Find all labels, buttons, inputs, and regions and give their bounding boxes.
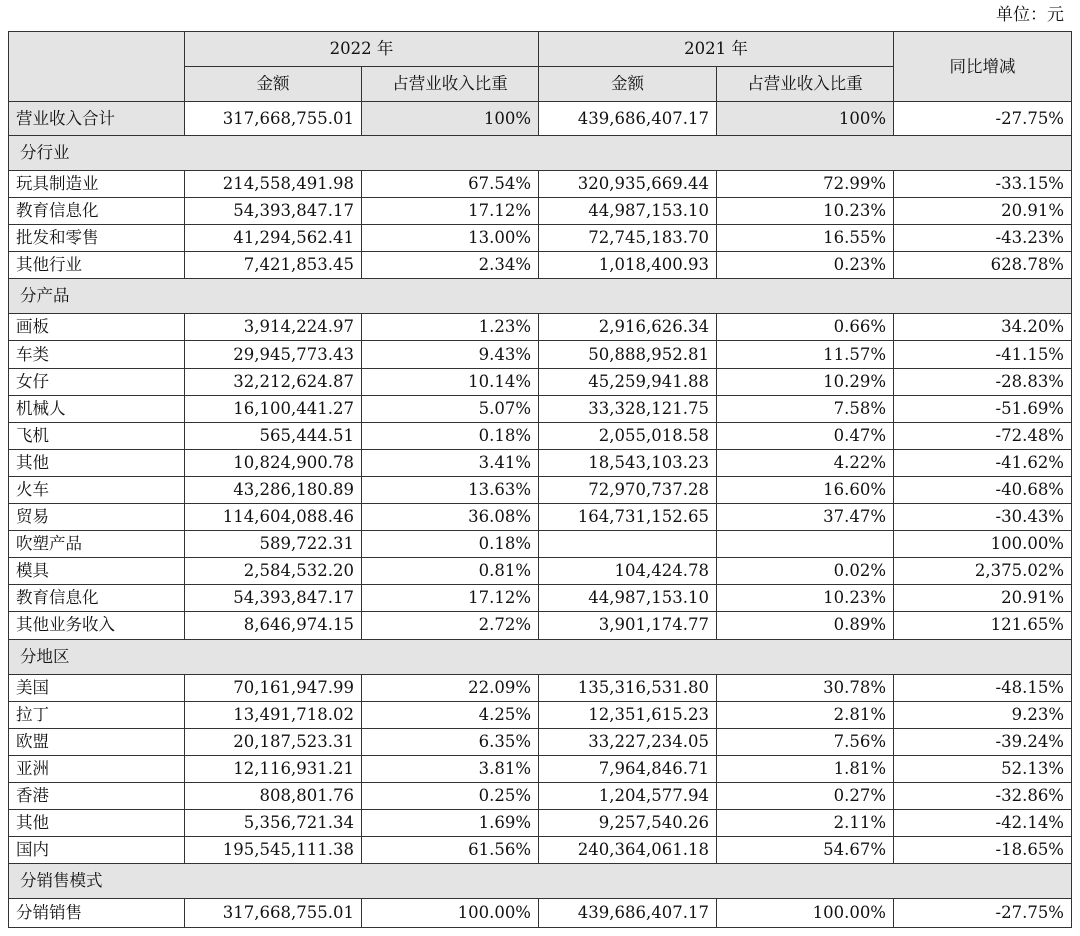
amount-2022-cell: 13,491,718.02 [185,701,362,728]
share-2022-cell: 0.18% [362,422,539,449]
amount-2022-cell: 2,584,532.20 [185,558,362,585]
share-2022-cell: 100.00% [362,899,539,928]
amount-2021-cell: 44,987,153.10 [539,585,717,612]
table-row [9,899,1072,928]
row-label: 飞机 [9,422,185,449]
share-2022-cell: 17.12% [362,585,539,612]
section-title: 分地区 [9,639,1072,674]
row-label: 火车 [9,476,185,503]
amount-2022-cell: 29,945,773.43 [185,341,362,368]
yoy-cell: -39.24% [894,728,1072,755]
share-2021-cell: 16.60% [717,476,894,503]
table-row [9,755,1072,782]
yoy-cell: -51.69% [894,395,1072,422]
row-label: 吹塑产品 [9,531,185,558]
amount-2022-cell: 5,356,721.34 [185,809,362,836]
amount-2022-cell: 114,604,088.46 [185,504,362,531]
share-2021-cell: 0.27% [717,782,894,809]
share-2021-cell: 10.23% [717,198,894,225]
table-row [9,701,1072,728]
amount-2022-cell: 20,187,523.31 [185,728,362,755]
yoy-cell: -48.15% [894,674,1072,701]
amount-2021-cell: 1,204,577.94 [539,782,717,809]
amount-2022-cell: 54,393,847.17 [185,198,362,225]
amount-2021-cell: 72,745,183.70 [539,225,717,252]
amount-2021-cell: 72,970,737.28 [539,476,717,503]
row-label: 欧盟 [9,728,185,755]
total-row [9,102,1072,136]
amount-2021-cell: 33,328,121.75 [539,395,717,422]
share-2022-cell: 9.43% [362,341,539,368]
table-row [9,674,1072,701]
share-2021-cell: 7.56% [717,728,894,755]
share-2022-cell: 10.14% [362,368,539,395]
row-label: 分销销售 [9,899,185,928]
share-2022-cell: 6.35% [362,728,539,755]
section-header-row [9,864,1072,899]
share-2022-cell: 0.25% [362,782,539,809]
amount-2022-cell: 12,116,931.21 [185,755,362,782]
row-label: 批发和零售 [9,225,185,252]
share-2021-cell: 72.99% [717,171,894,198]
row-label: 车类 [9,341,185,368]
share-2022-cell: 36.08% [362,504,539,531]
section-header-row [9,136,1072,171]
row-label: 画板 [9,314,185,341]
yoy-cell: 628.78% [894,252,1072,279]
amount-2022-cell: 317,668,755.01 [185,899,362,928]
amount-2022-cell: 317,668,755.01 [185,102,362,136]
share-2021-cell: 37.47% [717,504,894,531]
yoy-cell: 2,375.02% [894,558,1072,585]
amount-2021-cell: 135,316,531.80 [539,674,717,701]
amount-2022-cell: 3,914,224.97 [185,314,362,341]
share-2021-cell: 2.81% [717,701,894,728]
amount-2022-cell: 41,294,562.41 [185,225,362,252]
amount-2021-cell: 320,935,669.44 [539,171,717,198]
share-2022-cell: 2.34% [362,252,539,279]
amount-2022-cell: 16,100,441.27 [185,395,362,422]
yoy-cell: -40.68% [894,476,1072,503]
yoy-cell: 121.65% [894,612,1072,639]
share-2022-cell: 4.25% [362,701,539,728]
row-label: 机械人 [9,395,185,422]
section-title: 分行业 [9,136,1072,171]
yoy-cell: 52.13% [894,755,1072,782]
header-corner [9,32,185,102]
amount-2021-cell: 164,731,152.65 [539,504,717,531]
table-row [9,809,1072,836]
header-yoy: 同比增减 [894,32,1072,102]
section-title: 分产品 [9,279,1072,314]
share-2022-cell: 22.09% [362,674,539,701]
yoy-cell: 20.91% [894,585,1072,612]
share-2021-cell: 4.22% [717,449,894,476]
yoy-cell: 20.91% [894,198,1072,225]
row-label: 其他行业 [9,252,185,279]
row-label: 拉丁 [9,701,185,728]
table-row [9,612,1072,639]
row-label: 香港 [9,782,185,809]
table-row [9,422,1072,449]
section-title: 分销售模式 [9,864,1072,899]
table-row [9,341,1072,368]
table-row [9,314,1072,341]
row-label: 教育信息化 [9,198,185,225]
amount-2021-cell: 3,901,174.77 [539,612,717,639]
revenue-table [8,31,1072,928]
row-label: 美国 [9,674,185,701]
yoy-cell: -72.48% [894,422,1072,449]
section-header-row [9,639,1072,674]
amount-2022-cell: 808,801.76 [185,782,362,809]
share-2021-cell: 16.55% [717,225,894,252]
share-2021-cell [717,531,894,558]
share-2021-cell: 11.57% [717,341,894,368]
share-2022-cell: 1.69% [362,809,539,836]
row-label: 教育信息化 [9,585,185,612]
amount-2021-cell: 45,259,941.88 [539,368,717,395]
amount-2022-cell: 195,545,111.38 [185,837,362,864]
share-2021-cell: 100.00% [717,899,894,928]
share-2021-cell: 0.23% [717,252,894,279]
amount-2021-cell: 104,424.78 [539,558,717,585]
amount-2022-cell: 589,722.31 [185,531,362,558]
amount-2022-cell: 565,444.51 [185,422,362,449]
table-row [9,252,1072,279]
share-2021-cell: 10.23% [717,585,894,612]
share-2022-cell: 5.07% [362,395,539,422]
amount-2022-cell: 10,824,900.78 [185,449,362,476]
amount-2021-cell: 33,227,234.05 [539,728,717,755]
share-2022-cell: 100% [362,102,539,136]
amount-2022-cell: 54,393,847.17 [185,585,362,612]
yoy-cell: -43.23% [894,225,1072,252]
unit-label: 单位：元 [996,5,1064,25]
table-row [9,449,1072,476]
share-2022-cell: 0.18% [362,531,539,558]
amount-2022-cell: 214,558,491.98 [185,171,362,198]
share-2021-cell: 100% [717,102,894,136]
yoy-cell: -41.62% [894,449,1072,476]
table-row [9,504,1072,531]
share-2022-cell: 3.81% [362,755,539,782]
table-row [9,476,1072,503]
amount-2021-cell: 2,916,626.34 [539,314,717,341]
share-2021-cell: 2.11% [717,809,894,836]
row-label: 模具 [9,558,185,585]
share-2021-cell: 0.89% [717,612,894,639]
amount-2021-cell: 7,964,846.71 [539,755,717,782]
row-label: 其他 [9,449,185,476]
table-row [9,728,1072,755]
header-share-2022: 占营业收入比重 [362,67,539,102]
header-share-2021: 占营业收入比重 [717,67,894,102]
share-2021-cell: 30.78% [717,674,894,701]
amount-2021-cell: 44,987,153.10 [539,198,717,225]
table-row [9,171,1072,198]
row-label: 玩具制造业 [9,171,185,198]
share-2021-cell: 0.66% [717,314,894,341]
share-2021-cell: 7.58% [717,395,894,422]
share-2022-cell: 13.63% [362,476,539,503]
share-2022-cell: 61.56% [362,837,539,864]
row-label: 其他 [9,809,185,836]
amount-2021-cell: 2,055,018.58 [539,422,717,449]
section-header-row [9,279,1072,314]
header-row-years [9,32,1072,67]
table-row [9,558,1072,585]
share-2021-cell: 0.02% [717,558,894,585]
yoy-cell: -28.83% [894,368,1072,395]
yoy-cell: -41.15% [894,341,1072,368]
yoy-cell: -30.43% [894,504,1072,531]
header-year-2022: 2022 年 [185,32,539,67]
table-row [9,531,1072,558]
header-amount-2021: 金额 [539,67,717,102]
yoy-cell: -27.75% [894,899,1072,928]
share-2022-cell: 0.81% [362,558,539,585]
share-2021-cell: 54.67% [717,837,894,864]
table-row [9,395,1072,422]
amount-2022-cell: 43,286,180.89 [185,476,362,503]
yoy-cell: 100.00% [894,531,1072,558]
share-2022-cell: 17.12% [362,198,539,225]
table-row [9,837,1072,864]
row-label: 女仔 [9,368,185,395]
row-label: 营业收入合计 [9,102,185,136]
share-2021-cell: 0.47% [717,422,894,449]
amount-2021-cell: 18,543,103.23 [539,449,717,476]
amount-2021-cell: 439,686,407.17 [539,102,717,136]
yoy-cell: -32.86% [894,782,1072,809]
share-2022-cell: 1.23% [362,314,539,341]
row-label: 其他业务收入 [9,612,185,639]
yoy-cell: -42.14% [894,809,1072,836]
amount-2022-cell: 7,421,853.45 [185,252,362,279]
table-row [9,368,1072,395]
yoy-cell: 9.23% [894,701,1072,728]
yoy-cell: -27.75% [894,102,1072,136]
share-2022-cell: 3.41% [362,449,539,476]
amount-2022-cell: 70,161,947.99 [185,674,362,701]
amount-2022-cell: 32,212,624.87 [185,368,362,395]
table-row [9,198,1072,225]
share-2022-cell: 67.54% [362,171,539,198]
header-year-2021: 2021 年 [539,32,894,67]
row-label: 贸易 [9,504,185,531]
amount-2021-cell [539,531,717,558]
share-2021-cell: 1.81% [717,755,894,782]
header-amount-2022: 金额 [185,67,362,102]
amount-2021-cell: 1,018,400.93 [539,252,717,279]
yoy-cell: 34.20% [894,314,1072,341]
table-row [9,585,1072,612]
row-label: 亚洲 [9,755,185,782]
yoy-cell: -33.15% [894,171,1072,198]
row-label: 国内 [9,837,185,864]
amount-2021-cell: 9,257,540.26 [539,809,717,836]
table-row [9,782,1072,809]
yoy-cell: -18.65% [894,837,1072,864]
amount-2021-cell: 12,351,615.23 [539,701,717,728]
table-row [9,225,1072,252]
share-2022-cell: 13.00% [362,225,539,252]
share-2022-cell: 2.72% [362,612,539,639]
amount-2022-cell: 8,646,974.15 [185,612,362,639]
amount-2021-cell: 439,686,407.17 [539,899,717,928]
share-2021-cell: 10.29% [717,368,894,395]
amount-2021-cell: 240,364,061.18 [539,837,717,864]
amount-2021-cell: 50,888,952.81 [539,341,717,368]
